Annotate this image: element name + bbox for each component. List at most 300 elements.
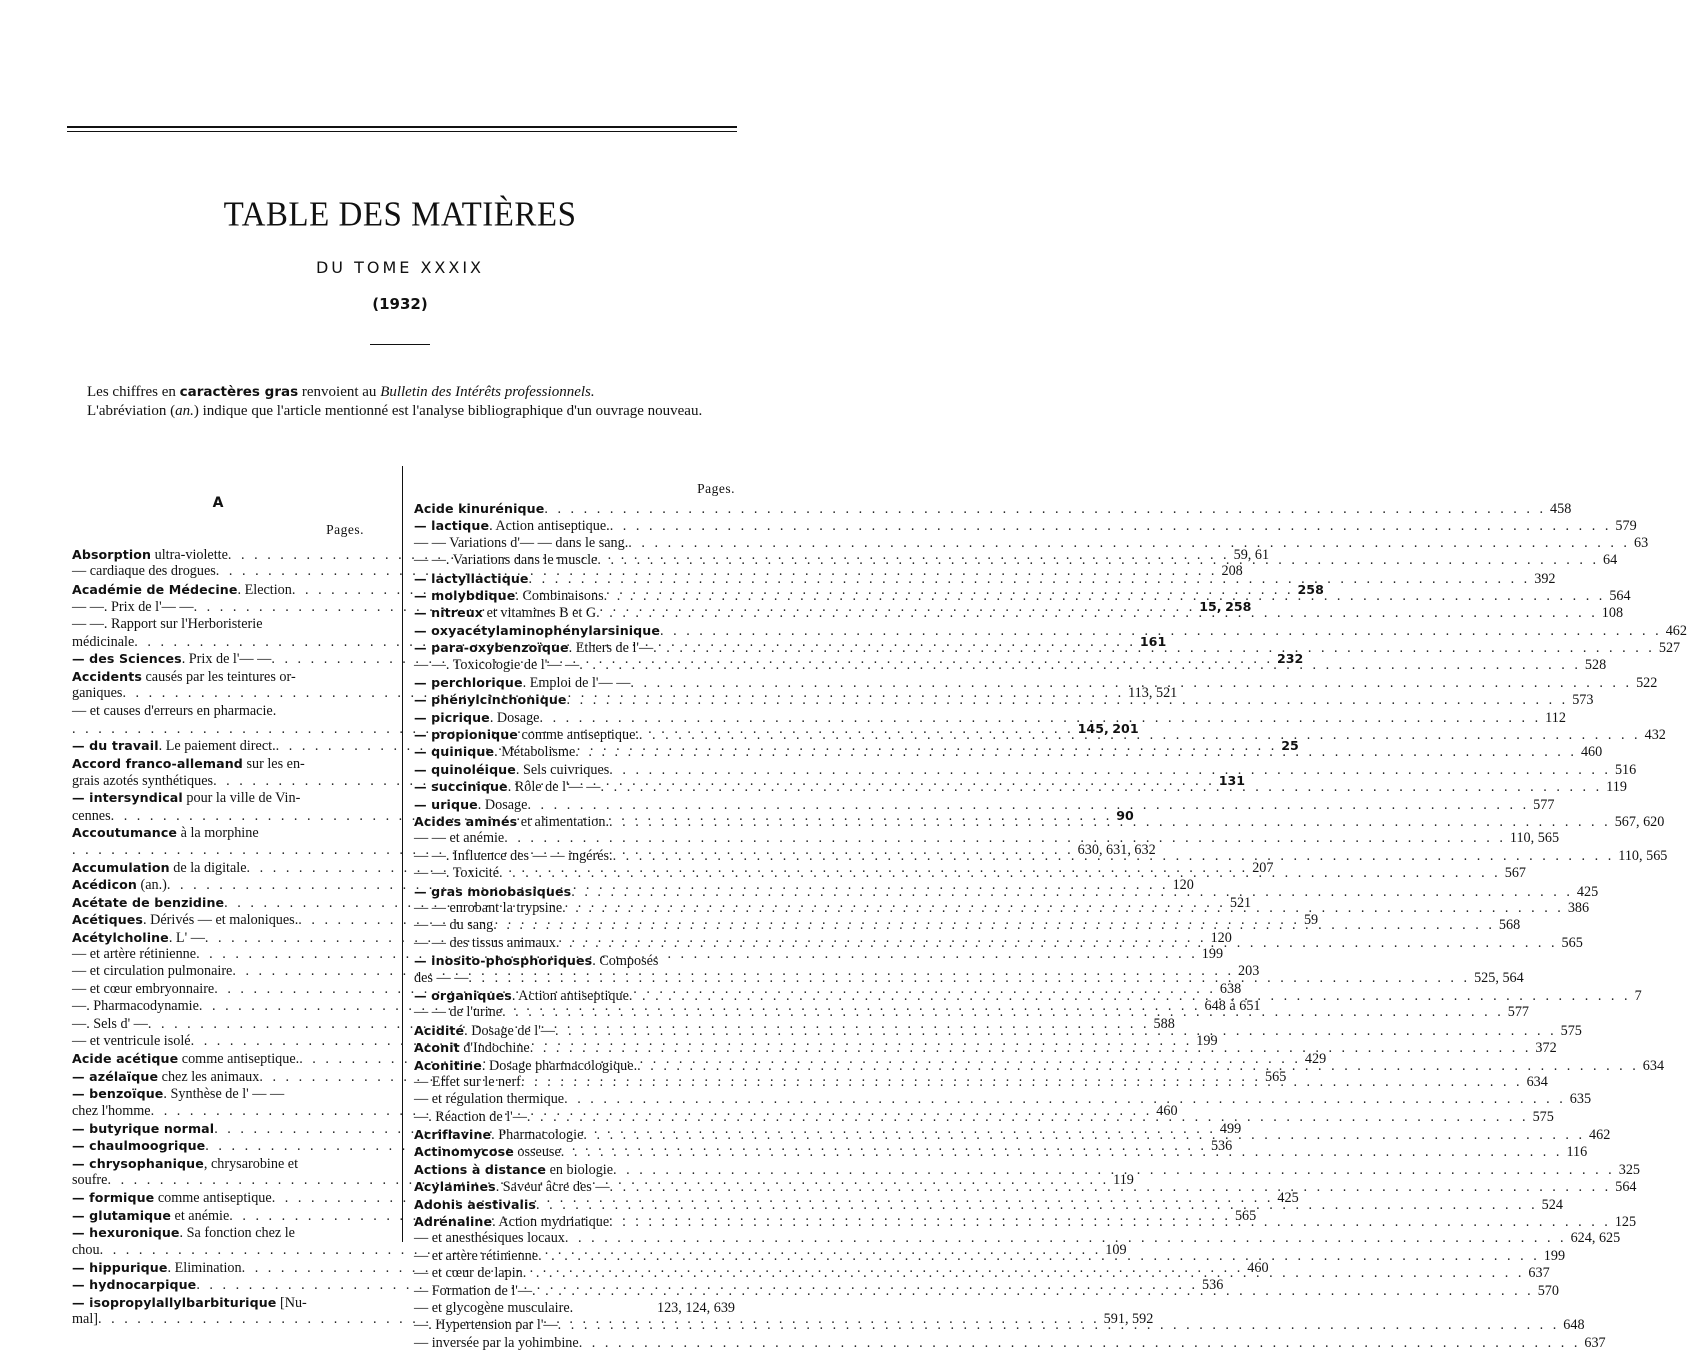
entry-pages — [1470, 970, 1524, 987]
page-number: 575 — [1560, 1022, 1582, 1039]
entry-title — [72, 929, 205, 947]
entry-title — [414, 1178, 610, 1196]
index-entry — [72, 824, 364, 841]
page-number: 579 — [1615, 518, 1637, 535]
entry-keyword: Acidité — [414, 1022, 465, 1038]
page-number: 15, — [1199, 599, 1222, 615]
entry-pages — [1495, 917, 1520, 934]
index-entry — [414, 1334, 1606, 1352]
entry-text: et vitamines B et G — [483, 605, 597, 622]
entry-text: — — Variations d'— — dans le sang. — [414, 534, 629, 551]
entry-text: — et causes d'erreurs en pharmacie. — [72, 702, 277, 719]
entry-text: . Dosage — [489, 709, 540, 726]
entry-pages — [1580, 1335, 1605, 1352]
pages-header: Pages. — [697, 481, 735, 496]
entry-text: pour la ville de Vin- — [182, 790, 301, 807]
entry-pages — [1523, 1074, 1548, 1091]
entry-keyword: — organiques — [414, 987, 512, 1003]
volume-subtitle: DU TOME XXXIX — [315, 258, 485, 277]
page-number: 521 — [1229, 894, 1252, 911]
page-number: 536 — [1202, 1277, 1224, 1294]
page-number: 432 — [1644, 727, 1666, 744]
entry-text: . Pharmacologie — [491, 1127, 584, 1144]
page-number: 460 — [1247, 1260, 1269, 1277]
page-number: 59 — [1303, 912, 1319, 929]
entry-title — [414, 796, 527, 814]
leader-dots — [571, 884, 1573, 901]
entry-pages — [1581, 657, 1606, 674]
entry-keyword: — picrique — [414, 709, 490, 725]
index-entry — [414, 830, 1560, 847]
leader-dots — [544, 501, 1546, 518]
intro-line-1 — [70, 383, 733, 402]
entry-title — [72, 1189, 272, 1207]
entry-text: — et glycogène musculaire. — [414, 1299, 574, 1316]
page-number: 203 — [1238, 963, 1260, 980]
entry-text: — —. Rapport sur l'Herboristerie — [72, 615, 263, 632]
entry-title — [414, 1109, 527, 1126]
page-number: 521 — [1155, 685, 1178, 702]
entry-title — [414, 639, 653, 657]
entry-title — [414, 1300, 573, 1317]
entry-pages — [1564, 900, 1589, 917]
index-entry — [414, 500, 1572, 517]
entry-text: — —. Toxicité — [414, 865, 500, 882]
entry-text: — —. Prix de l'— — — [72, 599, 194, 616]
entry-keyword: — urique — [414, 796, 478, 812]
entry-title — [414, 883, 571, 901]
entry-keyword: Acide kinurénique — [414, 501, 545, 516]
entry-pages — [1611, 1179, 1636, 1196]
entry-pages — [1630, 535, 1648, 552]
entry-title — [72, 824, 259, 842]
entry-text: osseuse — [513, 1144, 561, 1161]
index-entry — [414, 1230, 1621, 1247]
entry-title — [414, 517, 610, 535]
page-number: 232 — [1277, 651, 1304, 667]
page-number: 564 — [1502, 969, 1524, 986]
entry-text: — inversée par la yohimbine — [414, 1334, 579, 1351]
entry-keyword: — lactyllactique — [414, 570, 529, 586]
intro-text: renvoient au — [298, 384, 381, 400]
page-number: 651 — [1239, 998, 1261, 1015]
entry-text: — — enrobant la trypsine — [414, 899, 563, 916]
page-number: 199 — [1196, 1032, 1218, 1049]
entry-keyword: — oxyacétylaminophénylarsinique — [414, 622, 661, 638]
index-entry — [414, 796, 1555, 813]
entry-pages — [1611, 814, 1665, 831]
entry-text: comme antiseptique. — [517, 727, 639, 744]
entry-title — [72, 581, 292, 599]
page-number: 462 — [1665, 622, 1687, 639]
entry-title — [72, 1103, 151, 1120]
leader-dots — [562, 900, 1564, 917]
entry-title — [414, 987, 629, 1005]
entry-text: . Métabolisme — [494, 744, 576, 761]
intro-italic: an. — [175, 403, 194, 419]
index-entry — [414, 761, 1637, 778]
page-number: 625 — [1598, 1230, 1621, 1247]
entry-title — [414, 1057, 637, 1075]
entry-title — [414, 848, 613, 865]
leader-dots — [609, 814, 1611, 831]
entry-pages — [1540, 1248, 1565, 1265]
entry-pages — [1611, 1214, 1636, 1231]
top-rule-thin — [67, 131, 737, 132]
entry-pages — [1529, 797, 1554, 814]
page-number: 524 — [1541, 1196, 1563, 1213]
entry-keyword: — gras monobasiques — [414, 883, 572, 899]
entry-text: cennes — [72, 807, 111, 824]
page-number: 61 — [1254, 547, 1270, 563]
entry-pages — [1602, 779, 1627, 796]
leader-dots — [555, 1023, 1557, 1040]
entry-keyword: Accord franco-allemand — [72, 755, 243, 771]
entry-title — [414, 1022, 555, 1040]
page-number: 258 — [1225, 599, 1252, 615]
entry-keyword: — para-oxybenzoïque — [414, 640, 569, 656]
page-number: 63 — [1633, 534, 1649, 551]
entry-text: . Synthèse de l' — — — [163, 1086, 285, 1103]
leader-dots — [628, 535, 1630, 552]
entry-title — [414, 970, 468, 987]
entry-title — [414, 1317, 558, 1334]
entry-title — [72, 668, 296, 686]
entry-text: — Formation de l'— — [414, 1282, 533, 1299]
page-number: 525, — [1474, 969, 1499, 986]
index-entry — [72, 755, 364, 772]
entry-text: — et anesthésiques locaux — [414, 1230, 565, 1247]
leader-dots — [601, 779, 1603, 796]
entry-title — [414, 500, 544, 518]
entry-text: — —. Variations dans le muscle — [414, 552, 598, 569]
entry-title — [414, 1283, 532, 1300]
entry-keyword: Accoutumance — [72, 825, 178, 841]
entry-title — [414, 1230, 565, 1247]
entry-title — [72, 1311, 98, 1328]
index-entry — [72, 616, 364, 633]
page-number: 564 — [1615, 1179, 1637, 1196]
intro-italic: Bulletin des Intérêts professionnels. — [380, 384, 595, 400]
entry-text: . Sels cuivriques — [515, 761, 610, 778]
entry-keyword: — phénylcinchonique — [414, 692, 567, 708]
leader-dots — [565, 1230, 1567, 1247]
page-number: 634 — [1526, 1073, 1548, 1090]
entry-pages — [1599, 552, 1617, 569]
entry-title — [72, 1259, 242, 1277]
entry-title — [72, 755, 305, 773]
page-number: 648 — [1563, 1317, 1585, 1334]
entry-title — [72, 563, 216, 580]
entry-text: — — et anémie — [414, 830, 505, 847]
page-number: 565 — [1646, 847, 1668, 864]
entry-text: (an.) — [136, 877, 167, 894]
page-number: 7 — [1634, 987, 1642, 1004]
entry-pages — [1506, 830, 1559, 847]
entry-keyword: — nitreux — [414, 605, 484, 621]
title-divider — [370, 344, 430, 345]
entry-title — [414, 726, 639, 744]
top-rule — [67, 126, 737, 128]
entry-pages — [1662, 623, 1687, 640]
leader-dots — [493, 917, 1495, 934]
entry-title — [72, 616, 263, 633]
page-number: 119 — [1606, 779, 1627, 796]
page-title: TABLE DES MATIÈRES — [223, 196, 577, 234]
entry-title — [72, 808, 111, 825]
entry-text: . Composés — [592, 953, 659, 970]
entry-keyword: Accumulation — [72, 860, 170, 876]
entry-keyword: — formique — [72, 1190, 155, 1206]
page-number: 565 — [1234, 1207, 1257, 1224]
entry-title — [72, 1294, 307, 1312]
leader-dots — [527, 1109, 1529, 1126]
entry-pages — [1562, 1144, 1587, 1161]
entry-keyword: Acédicon — [72, 877, 137, 893]
page-number: 145, — [1077, 720, 1109, 736]
page-number: 460 — [1580, 744, 1603, 761]
entry-title — [72, 946, 196, 963]
entry-keyword: — quinique — [414, 744, 495, 760]
page-number: 577 — [1533, 796, 1555, 813]
page-number: 577 — [1507, 1004, 1530, 1021]
entry-keyword: — intersyndical — [72, 790, 183, 806]
index-entry — [414, 952, 735, 969]
entry-keyword: Acétate de benzidine — [72, 894, 225, 910]
leader-dots — [613, 848, 1615, 865]
leader-dots — [610, 518, 1612, 535]
entry-text: . Elimination — [167, 1260, 242, 1277]
intro-bold: caractères gras — [179, 384, 299, 400]
page-number: 588 — [1153, 1015, 1175, 1032]
entry-pages — [653, 1300, 735, 1317]
page-number: 575 — [1532, 1108, 1554, 1125]
entry-keyword: Adonis aestivalis — [414, 1196, 536, 1212]
page-number: 123, 124, — [656, 1299, 711, 1316]
entry-text: . Rôle de l'— — — [507, 779, 601, 796]
entry-text: et alimentation. — [517, 814, 610, 831]
page-number: 634 — [1642, 1057, 1665, 1074]
page-number: 635 — [1569, 1091, 1592, 1108]
entry-text: —. Sels d' — — [72, 1015, 148, 1032]
leader-dots — [609, 1214, 1611, 1231]
entry-text: — et cœur embryonnaire — [72, 980, 215, 997]
entry-text: et anémie — [170, 1207, 230, 1224]
entry-text: comme antiseptique — [154, 1190, 272, 1207]
entry-pages — [1530, 571, 1555, 588]
entry-title — [72, 1276, 196, 1294]
leader-dots — [532, 1283, 1534, 1300]
entry-title — [414, 1039, 530, 1057]
entry-keyword: Acétylcholine — [72, 929, 169, 945]
index-entry — [72, 668, 364, 685]
page-number: 570 — [1537, 1282, 1559, 1299]
page-number: 516 — [1614, 761, 1637, 778]
intro-text: Les chiffres en — [87, 384, 180, 400]
leader-dots — [502, 1004, 1504, 1021]
entry-pages — [1529, 1109, 1554, 1126]
leader-dots — [604, 588, 1606, 605]
page-number: 648 à — [1204, 998, 1236, 1015]
index-entry — [72, 789, 364, 806]
entry-title — [72, 1120, 214, 1138]
page-number: 25 — [1281, 738, 1299, 754]
entry-title — [414, 1091, 564, 1108]
entry-title — [72, 859, 247, 877]
leader-dots — [609, 762, 1611, 779]
entry-title — [414, 917, 493, 934]
page-number: 568 — [1498, 917, 1521, 934]
entry-title — [72, 773, 213, 790]
leader-dots — [556, 935, 1558, 952]
entry-text: . Action antiseptique. — [489, 518, 610, 535]
entry-text: —. Réaction de l'— — [414, 1108, 527, 1125]
entry-title — [72, 737, 276, 755]
entry-text: — et régulation thermique — [414, 1091, 565, 1108]
page-number: 110, — [1618, 847, 1643, 864]
page-number: 632 — [1134, 841, 1156, 858]
entry-keyword: — isopropylallylbarbiturique — [72, 1294, 277, 1310]
leader-dots — [579, 1335, 1581, 1352]
leader-dots — [660, 623, 1662, 640]
page-number: 499 — [1219, 1120, 1242, 1137]
entry-title — [414, 1335, 579, 1352]
entry-text: — et ventricule isolé — [72, 1032, 191, 1049]
entry-text: . Action mydriatique — [492, 1214, 610, 1231]
page-number: 536 — [1210, 1138, 1233, 1155]
entry-text: de la digitale — [169, 860, 247, 877]
page-number: 116 — [1566, 1144, 1588, 1161]
page-number: 425 — [1576, 883, 1599, 900]
entry-text: — —. Toxicologie de l'— — — [414, 656, 580, 673]
page-number: 630, 631, — [1077, 841, 1131, 858]
entry-text: — Effet sur le nerf — [414, 1073, 521, 1090]
entry-title — [414, 900, 562, 917]
entry-title — [72, 599, 194, 616]
entry-title — [414, 1196, 536, 1214]
entry-title — [414, 604, 596, 622]
entry-text: sur les en- — [242, 755, 305, 772]
index-entry — [414, 1091, 1592, 1108]
entry-pages — [1501, 865, 1526, 882]
page-number: 564 — [1609, 587, 1631, 604]
entry-pages — [1524, 1265, 1549, 1282]
entry-pages — [1573, 884, 1598, 901]
entry-text: , chrysarobine et — [203, 1155, 299, 1172]
entry-pages — [1566, 1091, 1591, 1108]
entry-pages — [1611, 518, 1636, 535]
page-number: 109 — [1105, 1241, 1127, 1258]
entry-title — [414, 778, 601, 796]
entry-title — [72, 911, 298, 929]
entry-title — [414, 830, 504, 847]
entry-title — [414, 743, 575, 761]
leader-dots — [579, 657, 1581, 674]
entry-pages — [1611, 762, 1636, 779]
intro-text: ) indique que l'article mentionné est l'analyse bibliographique d'un ouvrage nouveau. — [193, 403, 703, 419]
index-entry — [414, 517, 1637, 535]
entry-text: . Election — [237, 581, 292, 598]
entry-title — [72, 963, 232, 980]
entry-text: . Le paiement direct. — [158, 738, 276, 755]
page-number: 112 — [1545, 709, 1566, 726]
leader-dots — [499, 865, 1501, 882]
page-number: 462 — [1589, 1127, 1611, 1144]
entry-title — [414, 1265, 523, 1282]
entry-keyword: Accidents — [72, 668, 142, 684]
entry-text: . Emploi de l'— — — [522, 674, 631, 691]
page-number: 573 — [1572, 692, 1594, 709]
entry-keyword: Acriflavine — [414, 1127, 492, 1143]
entry-text: d'Indochine — [459, 1040, 530, 1057]
index-entry — [72, 703, 364, 720]
entry-title — [72, 634, 134, 651]
entry-keyword: Acétiques — [72, 912, 144, 928]
page-number: 637 — [1584, 1334, 1606, 1351]
leader-dots — [610, 1179, 1612, 1196]
entry-title — [72, 1207, 229, 1225]
leader-dots — [561, 1144, 1563, 1161]
entry-pages — [1546, 501, 1571, 518]
entry-pages — [1631, 988, 1642, 1005]
pages-header: Pages. — [326, 522, 364, 537]
intro-note — [70, 383, 733, 421]
entry-keyword: Actinomycose — [414, 1144, 514, 1160]
entry-pages — [1585, 1127, 1610, 1144]
page-number: 90 — [1116, 807, 1134, 823]
page-number: 199 — [1201, 945, 1224, 962]
index-entry — [72, 1224, 364, 1241]
entry-text: . Dosage — [477, 796, 528, 813]
page-number: 208 — [1221, 563, 1243, 580]
leader-dots — [529, 571, 1531, 588]
entry-title — [72, 650, 271, 668]
index-entry — [414, 1300, 735, 1317]
entry-text: . Sa fonction chez le — [179, 1225, 295, 1242]
entry-text: chou — [72, 1241, 100, 1258]
entry-keyword: — inosito-phosphoriques — [414, 953, 593, 969]
entry-title — [414, 622, 660, 640]
entry-keyword: Acylamines — [414, 1179, 496, 1195]
entry-text: — et circulation pulmonaire — [72, 963, 233, 980]
leader-dots — [527, 797, 1529, 814]
entry-title — [414, 587, 604, 605]
entry-title — [72, 789, 300, 807]
entry-text: — —. Influence des — — ingérés. — [414, 847, 613, 864]
page-number: 120 — [1210, 929, 1232, 946]
page-number: 565 — [1265, 1068, 1287, 1085]
entry-text: . Ethers de l'— — [568, 640, 654, 657]
leader-dots — [468, 970, 1470, 987]
index-entry — [414, 1161, 1640, 1178]
index-entry — [72, 1294, 364, 1311]
entry-text: grais azotés synthétiques — [72, 773, 214, 790]
entry-title — [72, 1016, 148, 1033]
entry-title — [414, 935, 556, 952]
entry-pages — [1598, 605, 1623, 622]
page-number: 639 — [713, 1299, 735, 1316]
entry-title — [72, 703, 276, 720]
leader-dots — [564, 1091, 1566, 1108]
entry-keyword: — perchlorique — [414, 674, 523, 690]
leader-dots — [536, 1197, 1538, 1214]
page-number: 425 — [1277, 1190, 1299, 1207]
entry-text: — et cœur de lapin — [414, 1265, 523, 1282]
entry-text: . Saveur âcre des — — [495, 1179, 610, 1196]
page-number: 637 — [1528, 1265, 1550, 1282]
entry-pages — [1534, 1283, 1559, 1300]
leader-dots — [567, 692, 1569, 709]
